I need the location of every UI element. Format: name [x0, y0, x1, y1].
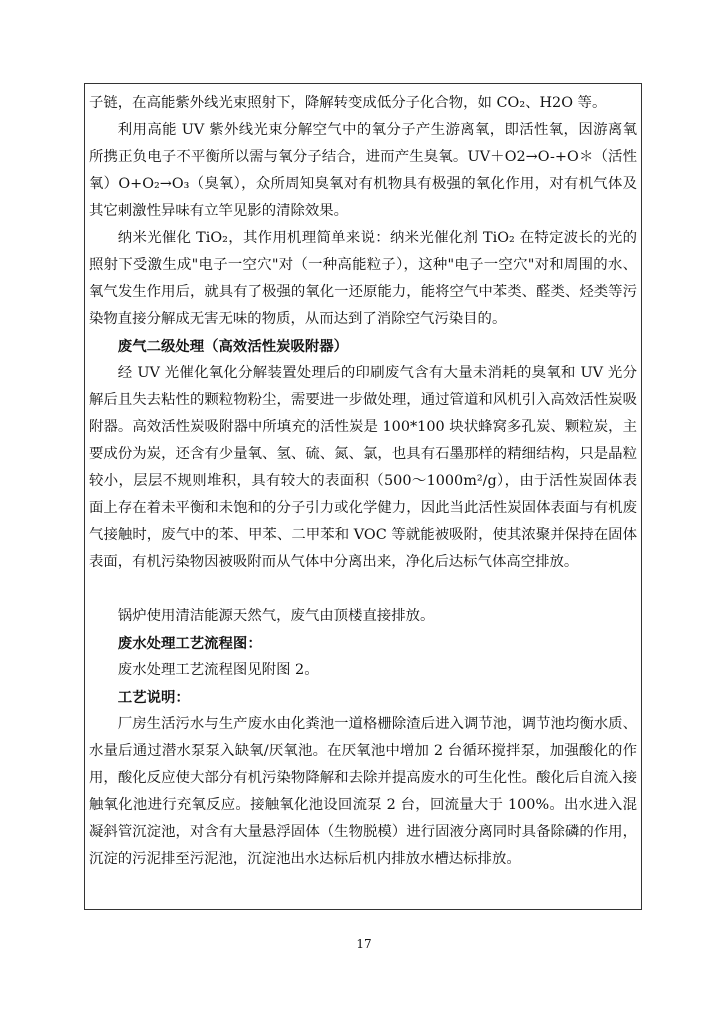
- paragraph-boiler: 锅炉使用清洁能源天然气，废气由顶楼直接排放。: [117, 608, 435, 624]
- paragraph-wastewater-process: 厂房生活污水与生产废水由化粪池一道格栅除渣后进入调节池，调节池均衡水质、水量后通过潜水泵泵入缺氧/厌氧池。在厌氧池中增加 2 台循环搅拌泵，加强酸化的作用，酸化反应使大部分有机污染物降解和去除并提高废水的可生化性。酸化后自流入接触氧化池进行充氧反应。接触氧化池设回流泵 2 台，回流量大于 100%。出水进入混凝斜管沉淀池，对含有大量悬浮固体（生物脱模）进行固液分离同时具备除磷的作用，沉淀的污泥排至污泥池，沉淀池出水达标后机内排放水槽达标排放。: [89, 716, 637, 867]
- paragraph-continuation: 子链，在高能紫外线光束照射下，降解转变成低分子化合物，如 CO₂、H2O 等。: [89, 95, 607, 111]
- paragraph-uv-ozone: 利用高能 UV 紫外线光束分解空气中的氧分子产生游离氧，即活性氧，因游离氧所携正负电子不平衡所以需与氧分子结合，进而产生臭氧。UV＋O2→O-+O＊（活性氧）O+O₂→O₃（臭氧），众所周知臭氧对有机物具有极强的氧化作用，对有机气体及其它刺激性异味有立竿见影的清除效果。: [89, 122, 637, 219]
- page-number: 17: [356, 937, 372, 951]
- heading-wastewater-flowchart: 废水处理工艺流程图：: [117, 635, 262, 652]
- paragraph-activated-carbon: 经 UV 光催化氧化分解装置处理后的印刷废气含有大量未消耗的臭氧和 UV 光分解后且失去粘性的颗粒物粉尘，需要进一步做处理，通过管道和风机引入高效活性炭吸附器。高效活性炭吸附器中所填充的活性炭是 100*100 块状蜂窝多孔炭、颗粒炭，主要成份为炭，还含有少量氧、氢、硫、氮、氯，也具有石墨那样的精细结构，只是晶粒较小，层层不规则堆积，具有较大的表面积（500～1000m²/g），由于活性炭固体表面上存在着未平衡和未饱和的分子引力或化学健力，因此当此活性炭固体表面与有机废气接触时，废气中的苯、甲苯、二甲苯和 VOC 等就能被吸附，使其浓聚并保持在固体表面，有机污染物因被吸附而从气体中分离出来，净化后达标气体高空排放。: [89, 365, 637, 570]
- paragraph-tio2: 纳米光催化 TiO₂，其作用机理简单来说：纳米光催化剂 TiO₂ 在特定波长的光的照射下受激生成"电子一空穴"对（一种高能粒子），这种"电子一空穴"对和周围的水、氧气发生作用后，就具有了极强的氧化一还原能力，能将空气中苯类、醛类、烃类等污染物直接分解成无害无味的物质，从而达到了消除空气污染目的。: [89, 230, 637, 327]
- paragraph-flowchart-ref: 废水处理工艺流程图见附图 2。: [117, 662, 319, 678]
- content-frame: [84, 83, 642, 910]
- blank-line: [89, 576, 637, 603]
- heading-secondary-treatment: 废气二级处理（高效活性炭吸附器）: [117, 338, 349, 355]
- heading-process-description: 工艺说明：: [117, 689, 190, 706]
